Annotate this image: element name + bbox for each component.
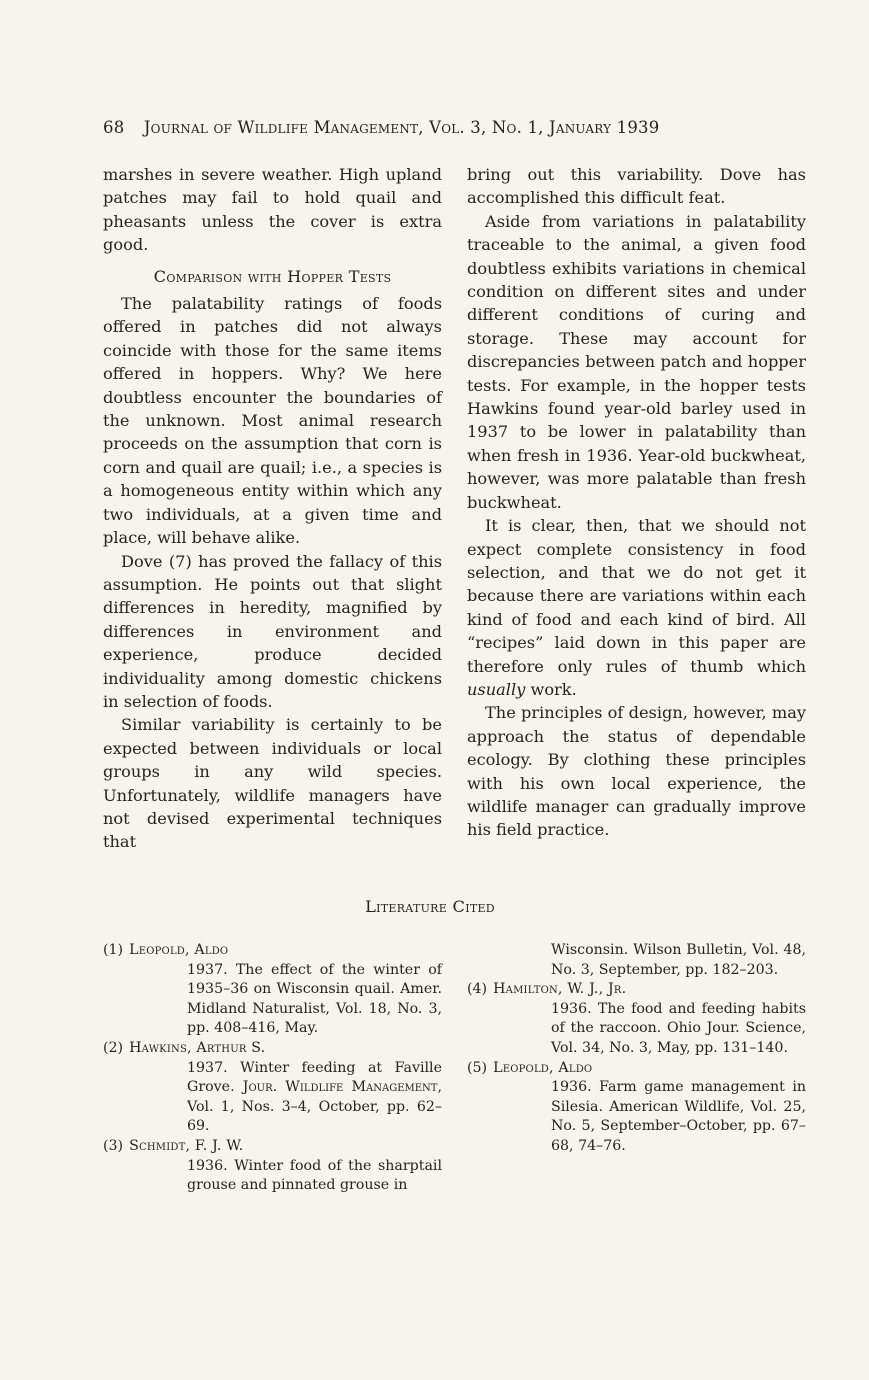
- left-column: [103, 163, 442, 854]
- reference-item: [467, 980, 806, 1058]
- text-run: It is clear, then, that we should not expect complete consistency in food selection, and that we do not get it because there are variations within each kind of food and each kind of bird. All “recipes” laid down in this paper are therefore only rules of thumb which: [467, 516, 806, 676]
- reference-number: (3): [103, 1137, 124, 1154]
- text-run: , Vol. 1, Nos. 3–4, October, pp. 62–69.: [187, 1079, 442, 1135]
- reference-item: [103, 941, 442, 1039]
- section-heading: Comparison with Hopper Tests: [153, 266, 392, 286]
- paragraph: Dove (7) has proved the fallacy of this assumption. He points out that slight differences in heredity, magnified by differences in environment and experience, produce decided individuality among domestic chickens in selection of foods.: [103, 551, 442, 711]
- literature-cited-heading: Literature Cited: [365, 897, 495, 916]
- reference-item: [467, 1059, 806, 1157]
- reference-body: 1936. The food and feeding habits of the raccoon. Ohio Jour. Science, Vol. 34, No. 3, May, pp. 131–140.: [551, 1000, 806, 1056]
- paragraph: Similar variability is certainly to be expected between individuals or local groups in any wild species. Unfortunately, wildlife managers have not devised experimental techniques that: [103, 715, 442, 852]
- reference-author: Schmidt, F. J. W.: [129, 1137, 244, 1154]
- right-column: [467, 163, 806, 842]
- reference-item: [103, 1137, 442, 1196]
- reference-author: Hamilton, W. J., Jr.: [493, 981, 627, 998]
- reference-number: (1): [103, 942, 124, 958]
- italic-word: usually: [467, 679, 526, 699]
- reference-author: Leopold, Aldo: [129, 942, 229, 958]
- running-head: [103, 118, 757, 137]
- reference-body: 1936. Farm game management in Silesia. American Wildlife, Vol. 25, No. 5, September–October, pp. 67–68, 74–76.: [551, 1079, 806, 1154]
- paragraph: The palatability ratings of foods offered in patches did not always coincide with those for the same items offered in hoppers. Why? We here doubtless encounter the boundaries of the unknown. Most animal research proceeds on the assumption that corn is corn and quail are quail; i.e., a species is a homogeneous entity within which any two individuals, at a given time and place, will behave alike.: [103, 294, 442, 548]
- references-left-column: [103, 941, 442, 1196]
- paragraph: The principles of design, however, may approach the status of dependable ecology. By clothing these principles with his own local experience, the wildlife manager can gradually improve his field practice.: [467, 703, 806, 840]
- reference-number: (2): [103, 1039, 124, 1056]
- reference-body: 1937. The effect of the winter of 1935–36 on Wisconsin quail. Amer. Midland Naturalist, Vol. 18, No. 3, pp. 408–416, May.: [187, 961, 442, 1037]
- page-number: 68: [103, 118, 125, 137]
- text-run: work.: [525, 679, 577, 699]
- paragraph: bring out this variability. Dove has accomplished this difficult feat.: [467, 165, 806, 208]
- reference-body: 1936. Winter food of the sharptail grouse and pinnated grouse in: [187, 1157, 442, 1194]
- reference-continuation: [467, 941, 806, 980]
- reference-item: [103, 1039, 442, 1137]
- reference-author: Hawkins, Arthur S.: [129, 1039, 266, 1056]
- paragraph: marshes in severe weather. High upland patches may fail to hold quail and pheasants unless the cover is extra good.: [103, 165, 442, 255]
- paragraph: [467, 514, 806, 701]
- reference-author: Leopold, Aldo: [493, 1059, 593, 1076]
- paragraph: Aside from variations in palatability traceable to the animal, a given food doubtless exhibits variations in chemical condition on different sites and under different conditions of curing and storage. These may account for discrepancies between patch and hopper tests. For example, in the hopper tests Hawkins found year-old barley used in 1937 to be lower in palatability than when fresh in 1936. Year-old buckwheat, however, was more palatable than fresh buckwheat.: [467, 211, 806, 512]
- reference-number: (5): [467, 1059, 488, 1076]
- journal-name: Jour. Wildlife Management: [242, 1079, 438, 1096]
- references-right-column: [467, 941, 806, 1157]
- text-run: 1937. Winter feeding at Faville Grove.: [187, 1059, 442, 1096]
- reference-number: (4): [467, 981, 488, 998]
- journal-title: Journal of Wildlife Management, Vol. 3, No. 1, January 1939: [143, 118, 660, 137]
- reference-body: [187, 1059, 442, 1137]
- reference-body: Wisconsin. Wilson Bulletin, Vol. 48, No. 3, September, pp. 182–203.: [551, 942, 806, 978]
